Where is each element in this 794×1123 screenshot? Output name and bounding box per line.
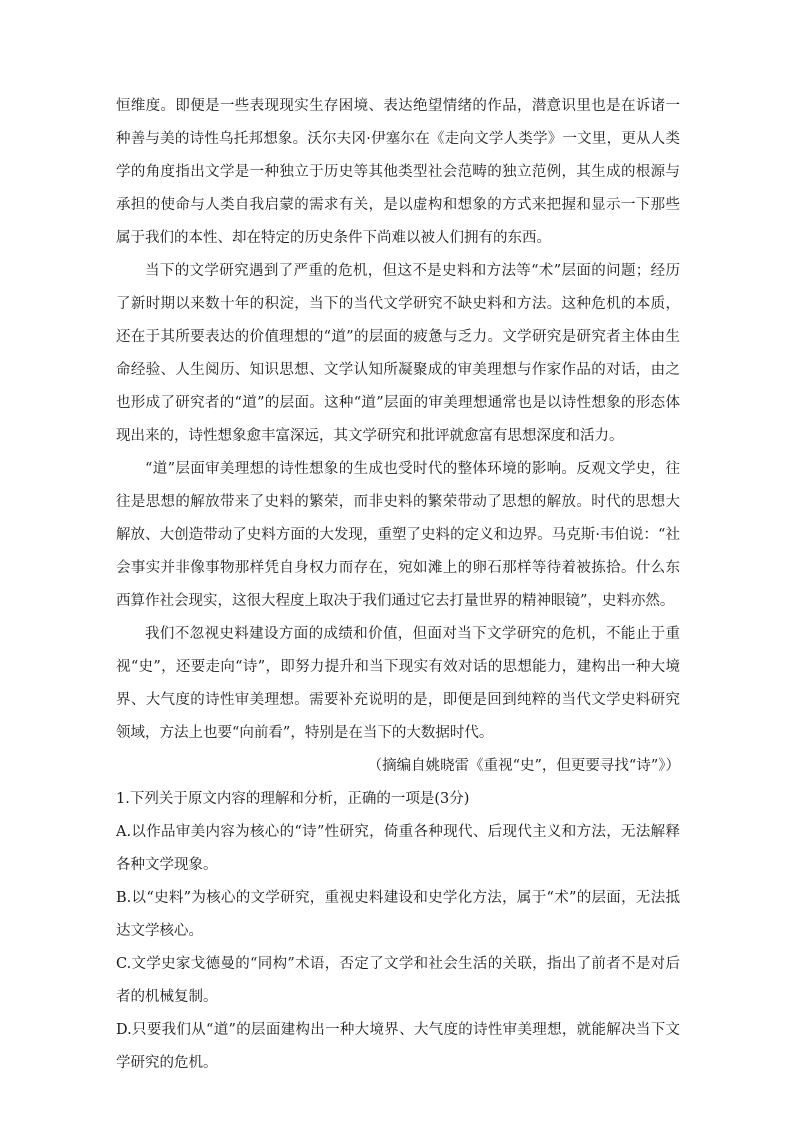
option-b: B.以“史料”为核心的文学研究，重视史料建设和史学化方法，属于“术”的层面，无法抵达文学核心。 xyxy=(116,890,680,939)
paragraph-literary-crisis: 当下的文学研究遇到了严重的危机，但这不是史料和方法等“术”层面的问题；经历了新时期以来数十年的积淀，当下的当代文学研究不缺史料和方法。这种危机的本质，还在于其所要表达的价值理想的“道”的层面的疲惫与乏力。文学研究是研究者主体由生命经验、人生阅历、知识思想、文学认知所凝聚成的审美理想与作家作品的对话，由之也形成了研究者的“道”的层面。这种“道”层面的审美理想通常也是以诗性想象的形态体现出来的，诗性想象愈丰富深远，其文学研究和批评就愈富有思想深度和活力。 xyxy=(116,263,680,444)
paragraph-history-and-poetry: 我们不忽视史料建设方面的成绩和价值，但面对当下文学研究的危机，不能止于重视“史”，还要走向“诗”，即努力提升和当下现实有效对话的思想能力，建构出一种大境界、大气度的诗性审美理想。需要补充说明的是，即便是回到纯粹的当代文学史料研究领域，方法上也要“向前看”，特别是在当下的大数据时代。 xyxy=(116,626,680,741)
option-a: A.以作品审美内容为核心的“诗”性研究，倚重各种现代、后现代主义和方法，无法解释各种文学现象。 xyxy=(116,824,680,873)
question-stem: 1.下列关于原文内容的理解和分析，正确的一项是(3分) xyxy=(116,791,470,807)
paragraph-era-influence: “道”层面审美理想的诗性想象的生成也受时代的整体环境的影响。反观文学史，往往是思想的解放带来了史料的繁荣，而非史料的繁荣带动了思想的解放。时代的思想大解放、大创造带动了史料方面的大发现，重塑了史料的定义和边界。马克斯·韦伯说：“社会事实并非像事物那样凭自身权力而存在，宛如滩上的卵石那样等待着被拣拾。什么东西算作社会现实，这很大程度上取决于我们通过它去打量世界的精神眼镜”，史料亦然。 xyxy=(116,461,680,609)
option-d: D.只要我们从“道”的层面建构出一种大境界、大气度的诗性审美理想，就能解决当下文学研究的危机。 xyxy=(116,1022,680,1071)
paragraph-continued: 恒维度。即便是一些表现现实生存困境、表达绝望情绪的作品，潜意识里也是在诉诸一种善与美的诗性乌托邦想象。沃尔夫冈·伊塞尔在《走向文学人类学》一文里，更从人类学的角度指出文学是一种独立于历史等其他类型社会范畴的独立范例，其生成的根源与承担的使命与人类自我启蒙的需求有关，是以虚构和想象的方式来把握和显示一下那些属于我们的本性、却在特定的历史条件下尚难以被人们拥有的东西。 xyxy=(116,98,680,246)
option-c: C.文学史家戈德曼的“同构”术语，否定了文学和社会生活的关联，指出了前者不是对后者的机械复制。 xyxy=(116,956,680,1005)
document-page xyxy=(116,90,680,1080)
source-citation: （摘编自姚晓雷《重视“史”，但更要寻找“诗”》） xyxy=(367,758,680,774)
